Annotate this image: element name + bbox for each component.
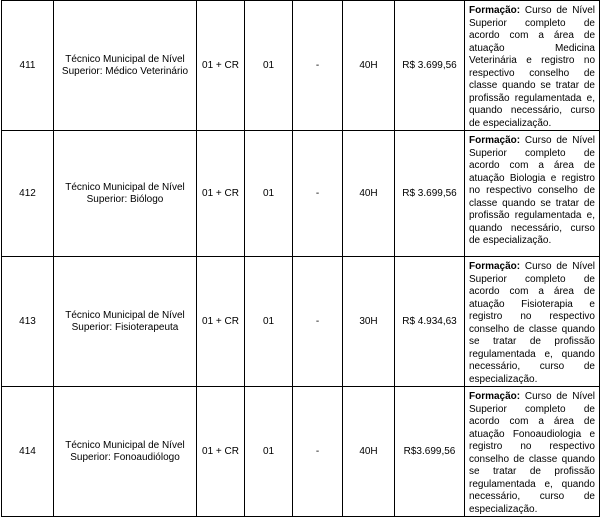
reserved-vacancies: - — [293, 387, 343, 517]
position-title: Técnico Municipal de Nível Superior: Biólogo — [54, 131, 197, 257]
requirements-label: Formação: — [469, 5, 521, 16]
workload: 40H — [343, 131, 395, 257]
requirements-label: Formação: — [469, 135, 521, 146]
table-row — [2, 387, 600, 517]
positions-table — [1, 0, 600, 517]
vacancies: 01 + CR — [197, 387, 245, 517]
position-code: 412 — [2, 131, 54, 257]
salary: R$3.699,56 — [395, 387, 465, 517]
requirements — [465, 387, 600, 517]
requirements-text: Curso de Nível Superior completo de acordo com a área de atuação Fisioterapia e registro no respectivo conselho de classe quando se tratar de profissão regulamentada e, quando necessário, curso de especialização. — [469, 261, 595, 385]
requirements — [465, 131, 600, 257]
position-code: 411 — [2, 1, 54, 131]
table-row — [2, 1, 600, 131]
table-row — [2, 257, 600, 387]
position-title: Técnico Municipal de Nível Superior: Fonoaudiólogo — [54, 387, 197, 517]
table-row — [2, 131, 600, 257]
reserved-vacancies: - — [293, 257, 343, 387]
requirements-text: Curso de Nível Superior completo de acordo com a área de atuação Medicina Veterinária e registro no respectivo conselho de classe quando se tratar de profissão regulamentada e, quando necessário, curso de especialização. — [469, 5, 595, 129]
salary: R$ 3.699,56 — [395, 131, 465, 257]
vacancies-count: 01 — [245, 257, 293, 387]
requirements — [465, 257, 600, 387]
workload: 40H — [343, 1, 395, 131]
salary: R$ 4.934,63 — [395, 257, 465, 387]
position-code: 413 — [2, 257, 54, 387]
workload: 40H — [343, 387, 395, 517]
workload: 30H — [343, 257, 395, 387]
requirements-label: Formação: — [469, 261, 521, 272]
reserved-vacancies: - — [293, 131, 343, 257]
salary: R$ 3.699,56 — [395, 1, 465, 131]
reserved-vacancies: - — [293, 1, 343, 131]
position-title: Técnico Municipal de Nível Superior: Médico Veterinário — [54, 1, 197, 131]
requirements — [465, 1, 600, 131]
vacancies: 01 + CR — [197, 131, 245, 257]
vacancies-count: 01 — [245, 131, 293, 257]
requirements-text: Curso de Nível Superior completo de acordo com a área de atuação Fonoaudiologia e registro no respectivo conselho de classe quando se tratar de profissão regulamentada e, quando necessário, curso de especialização. — [469, 391, 595, 515]
vacancies: 01 + CR — [197, 1, 245, 131]
requirements-label: Formação: — [469, 391, 521, 402]
position-title: Técnico Municipal de Nível Superior: Fisioterapeuta — [54, 257, 197, 387]
vacancies-count: 01 — [245, 387, 293, 517]
vacancies-count: 01 — [245, 1, 293, 131]
position-code: 414 — [2, 387, 54, 517]
vacancies: 01 + CR — [197, 257, 245, 387]
requirements-text: Curso de Nível Superior completo de acordo com a área de atuação Biologia e registro no respectivo conselho de classe quando se tratar de profissão regulamentada e, quando necessário, curso de especialização. — [469, 135, 595, 246]
